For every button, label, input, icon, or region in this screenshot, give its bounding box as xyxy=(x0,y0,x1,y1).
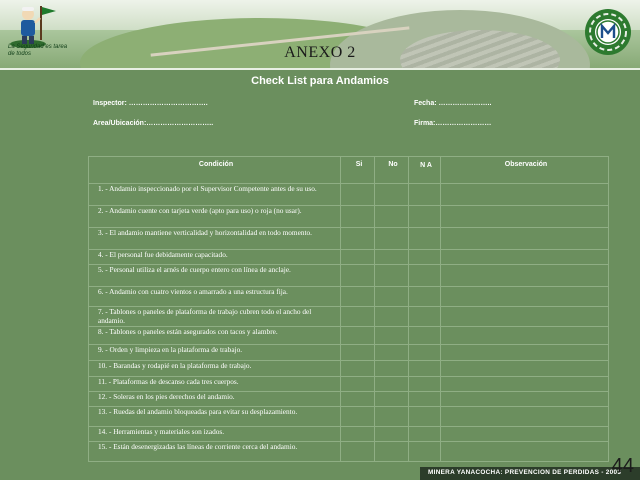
table-row xyxy=(89,228,609,250)
column-header-na: N A xyxy=(409,157,441,184)
yes-cell[interactable] xyxy=(341,442,375,462)
condition-cell: 15. - Están desenergizadas las líneas de corriente cerca del andamio. xyxy=(89,442,341,462)
no-cell[interactable] xyxy=(375,250,409,265)
column-header-no: No xyxy=(375,157,409,184)
yes-cell[interactable] xyxy=(341,377,375,392)
table-row xyxy=(89,287,609,307)
yes-cell[interactable] xyxy=(341,327,375,345)
table-row xyxy=(89,206,609,228)
table-row xyxy=(89,361,609,377)
no-cell[interactable] xyxy=(375,184,409,206)
observation-cell[interactable] xyxy=(441,307,609,327)
table-row xyxy=(89,327,609,345)
no-cell[interactable] xyxy=(375,427,409,442)
observation-cell[interactable] xyxy=(441,392,609,407)
table-row xyxy=(89,184,609,206)
yes-cell[interactable] xyxy=(341,265,375,287)
condition-cell: 5. - Personal utiliza el arnés de cuerpo entero con línea de anclaje. xyxy=(89,265,341,287)
condition-cell: 9. - Orden y limpieza en la plataforma de trabajo. xyxy=(89,345,341,361)
condition-cell: 8. - Tablones o paneles están asegurados con tacos y alambre. xyxy=(89,327,341,345)
observation-cell[interactable] xyxy=(441,427,609,442)
no-cell[interactable] xyxy=(375,228,409,250)
condition-cell: 2. - Andamio cuente con tarjeta verde (apto para uso) o roja (no usar). xyxy=(89,206,341,228)
inspector-field: Inspector: ……………………………. xyxy=(93,100,208,107)
yes-cell[interactable] xyxy=(341,407,375,427)
na-cell[interactable] xyxy=(409,442,441,462)
no-cell[interactable] xyxy=(375,287,409,307)
observation-cell[interactable] xyxy=(441,442,609,462)
condition-cell: 3. - El andamio mantiene verticalidad y horizontalidad en todo momento. xyxy=(89,228,341,250)
table-header-row xyxy=(89,157,609,184)
yes-cell[interactable] xyxy=(341,228,375,250)
condition-cell: 11. - Plataformas de descanso cada tres cuerpos. xyxy=(89,377,341,392)
table-row xyxy=(89,427,609,442)
yes-cell[interactable] xyxy=(341,287,375,307)
no-cell[interactable] xyxy=(375,206,409,228)
observation-cell[interactable] xyxy=(441,287,609,307)
observation-cell[interactable] xyxy=(441,361,609,377)
observation-cell[interactable] xyxy=(441,206,609,228)
na-cell[interactable] xyxy=(409,228,441,250)
na-cell[interactable] xyxy=(409,265,441,287)
yes-cell[interactable] xyxy=(341,206,375,228)
na-cell[interactable] xyxy=(409,427,441,442)
na-cell[interactable] xyxy=(409,287,441,307)
header-divider xyxy=(0,68,640,70)
footer-company: MINERA YANACOCHA: PREVENCION DE PERDIDAS - 2003 xyxy=(428,469,622,476)
yes-cell[interactable] xyxy=(341,427,375,442)
no-cell[interactable] xyxy=(375,407,409,427)
na-cell[interactable] xyxy=(409,377,441,392)
yanacocha-seal-icon xyxy=(584,8,632,56)
no-cell[interactable] xyxy=(375,361,409,377)
no-cell[interactable] xyxy=(375,377,409,392)
observation-cell[interactable] xyxy=(441,327,609,345)
condition-cell: 10. - Barandas y rodapié en la plataforma de trabajo. xyxy=(89,361,341,377)
no-cell[interactable] xyxy=(375,442,409,462)
condition-cell: 13. - Ruedas del andamio bloqueadas para evitar su desplazamiento. xyxy=(89,407,341,427)
no-cell[interactable] xyxy=(375,392,409,407)
na-cell[interactable] xyxy=(409,307,441,327)
table-row xyxy=(89,392,609,407)
na-cell[interactable] xyxy=(409,250,441,265)
observation-cell[interactable] xyxy=(441,184,609,206)
observation-cell[interactable] xyxy=(441,265,609,287)
no-cell[interactable] xyxy=(375,265,409,287)
area-location-field: Area/Ubicación:……………………….. xyxy=(93,120,214,127)
page-number: 44 xyxy=(611,455,634,477)
na-cell[interactable] xyxy=(409,206,441,228)
column-header-yes: Si xyxy=(341,157,375,184)
na-cell[interactable] xyxy=(409,392,441,407)
table-row xyxy=(89,307,609,327)
condition-cell: 12. - Soleras en los pies derechos del andamio. xyxy=(89,392,341,407)
yes-cell[interactable] xyxy=(341,392,375,407)
observation-cell[interactable] xyxy=(441,377,609,392)
scaffold-checklist-table xyxy=(88,156,609,462)
observation-cell[interactable] xyxy=(441,345,609,361)
na-cell[interactable] xyxy=(409,345,441,361)
na-cell[interactable] xyxy=(409,184,441,206)
table-row xyxy=(89,377,609,392)
table-row xyxy=(89,407,609,427)
no-cell[interactable] xyxy=(375,327,409,345)
header-banner xyxy=(0,0,640,70)
column-header-observation: Observación xyxy=(441,157,609,184)
annex-heading: ANEXO 2 xyxy=(284,44,356,61)
condition-cell: 4. - El personal fue debidamente capacitado. xyxy=(89,250,341,265)
condition-cell: 6. - Andamio con cuatro vientos o amarrado a una estructura fija. xyxy=(89,287,341,307)
column-header-condition: Condición xyxy=(89,157,341,184)
yes-cell[interactable] xyxy=(341,250,375,265)
condition-cell: 14. - Herramientas y materiales son izados. xyxy=(89,427,341,442)
na-cell[interactable] xyxy=(409,407,441,427)
table-row xyxy=(89,345,609,361)
table-row xyxy=(89,250,609,265)
logo-caption: La Seguridad es tarea de todos xyxy=(8,44,68,57)
table-row xyxy=(89,265,609,287)
condition-cell: 1. - Andamio inspeccionado por el Supervisor Competente antes de su uso. xyxy=(89,184,341,206)
yes-cell[interactable] xyxy=(341,345,375,361)
observation-cell[interactable] xyxy=(441,250,609,265)
na-cell[interactable] xyxy=(409,327,441,345)
signature-field: Firma:…………………… xyxy=(414,120,492,127)
page-title: Check List para Andamios xyxy=(251,75,389,87)
observation-cell[interactable] xyxy=(441,228,609,250)
condition-cell: 7. - Tablones o paneles de plataforma de trabajo cubren todo el ancho del andamio. xyxy=(89,307,341,327)
yes-cell[interactable] xyxy=(341,307,375,327)
na-cell[interactable] xyxy=(409,361,441,377)
table-row xyxy=(89,442,609,462)
date-field: Fecha: ………………….. xyxy=(414,100,492,107)
observation-cell[interactable] xyxy=(441,407,609,427)
no-cell[interactable] xyxy=(375,307,409,327)
yes-cell[interactable] xyxy=(341,361,375,377)
yes-cell[interactable] xyxy=(341,184,375,206)
no-cell[interactable] xyxy=(375,345,409,361)
